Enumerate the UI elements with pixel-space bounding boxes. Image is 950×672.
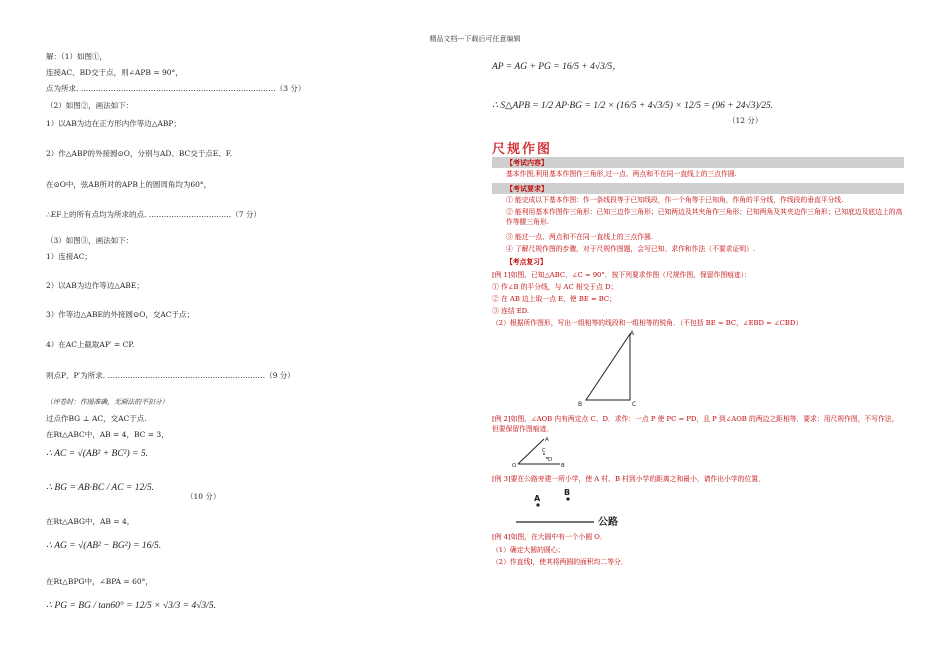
left-line-22: 在Rt△BPG中，∠BPA = 60°，: [46, 577, 153, 586]
left-line-1: 解：（1）如图①，: [46, 52, 108, 61]
review-label: 【考点复习】: [506, 258, 547, 266]
exam-content-bar: [492, 157, 904, 168]
left-eq-ag: ∴ AG = √(AB² − BG²) = 16/5.: [46, 541, 162, 551]
page-header: 精品文档---下载后可任意编辑: [429, 35, 521, 43]
left-line-6: 2）作△ABP的外接圆⊙O，分别与AD、BC交于点E、F.: [46, 149, 233, 158]
left-line-12: 3）作等边△ABE的外接圆⊙O，交AC于点；: [46, 310, 195, 319]
left-line-10: 1）连接AC；: [46, 252, 92, 261]
road-label: 公路: [598, 517, 618, 528]
example-4: [例 4]如图，在大圆中有一个小圆 O．: [492, 533, 607, 541]
example-4-part-1: （1）确定大圆的圆心；: [492, 546, 565, 554]
exam-content-text: 基本作图,利用基本作图作三角形,过一点、两点和不在同一直线上的三点作圆.: [506, 170, 737, 178]
exam-requirement-label: 【考试要求】: [506, 184, 548, 193]
left-eq-ac: ∴ AC = √(AB² + BC²) = 5.: [46, 449, 148, 459]
right-eq-ap: AP = AG + PG = 16/5 + 4√3/5，: [492, 62, 622, 72]
fig1-label-b: B: [578, 401, 583, 408]
left-score-10: （10 分）: [186, 492, 221, 501]
fig2-label-c: C: [542, 448, 546, 454]
fig2-label-d: D: [548, 457, 553, 463]
left-eq-pg: ∴ PG = BG / tan60° = 12/5 × √3/3 = 4√3/5.: [46, 601, 216, 611]
left-line-3: 点为所求. ……………………………………………………………………（3 分）: [46, 84, 306, 93]
left-line-11: 2）以AB为边作等边△ABE；: [46, 281, 144, 290]
left-line-16: 过点作BG ⊥ AC，交AC于点.: [46, 414, 147, 423]
section-title: 尺规作图: [492, 142, 553, 157]
requirement-3: ③ 能过一点、两点和不在同一直线上的三点作圆.: [506, 233, 654, 241]
left-line-4: （2）如图②，画法如下：: [46, 101, 134, 110]
left-eq-bg: ∴ BG = AB·BC / AC = 12/5.: [46, 483, 154, 493]
example-4-part-2: （2）作直线l，使其将两圆的面积均二等分．: [492, 558, 628, 566]
village-b-label: B: [564, 488, 571, 497]
example-1-step-1: ① 作∠B 的平分线，与 AC 相交于点 D；: [492, 283, 618, 291]
left-line-7: 在⊙O中，弦AB所对的APB上的圆周角均为60°，: [46, 180, 212, 189]
angle-aob-figure: [510, 434, 572, 470]
fig2-label-b: B: [561, 463, 565, 469]
triangle-abc-figure: [572, 328, 642, 408]
exam-content-label: 【考试内容】: [506, 158, 548, 167]
village-a-label: A: [534, 494, 541, 503]
example-1-step-3: ③ 连结 ED.: [492, 307, 530, 315]
exam-requirement-bar: [492, 183, 904, 194]
right-score-12: （12 分）: [728, 116, 763, 125]
requirement-1: ① 能完成以下基本作图：作一条线段等于已知线段，作一个角等于已知角，作角的平分线，作线段的垂直平分线.: [506, 196, 844, 204]
left-line-9: （3）如图③，画法如下：: [46, 236, 134, 245]
example-3: [例 3]要在公路旁建一所小学，使 A 村、B 村到小学的距离之和最小，请作出小学的位置．: [492, 475, 765, 483]
left-line-17: 在Rt△ABC中，AB = 4，BC = 3，: [46, 430, 169, 439]
left-line-8: ∴EF上的所有点均为所求的点. ……………………………（7 分）: [46, 210, 261, 219]
left-line-13: 4）在AC上截取AP′ = CP.: [46, 340, 135, 349]
road-villages-figure: [512, 484, 632, 528]
example-2: [例 2]如图，∠AOB 内有两定点 C、D．求作：一点 P 使 PC = PD，且 P 到∠AOB 的两边之距相等．要求：用尺规作图，不写作法，但要保留作图痕迹．: [492, 415, 899, 433]
fig1-label-c: C: [632, 401, 637, 408]
left-line-5: 1）以AB为边在正方形内作等边△ABP；: [46, 119, 181, 128]
example-1: [例 1]如图，已知△ABC，∠C = 90°．按下列要求作图（尺规作图，保留作图痕迹）：: [492, 271, 751, 279]
right-eq-area: ∴ S△APB = 1/2 AP·BG = 1/2 × (16/5 + 4√3/5) × 12/5 = (96 + 24√3)/25.: [492, 101, 774, 111]
example-1-step-2: ② 在 AB 边上取一点 E，使 BE = BC；: [492, 295, 616, 303]
left-line-20: 在Rt△ABG中，AB = 4，: [46, 517, 135, 526]
fig1-label-a: A: [630, 330, 635, 337]
requirement-2: ② 能利用基本作图作三角形：已知三边作三角形；已知两边及其夹角作三角形；已知两角及其夹边作三角形；已知底边及底边上的高作等腰三角形.: [506, 208, 903, 226]
left-line-15: （评卷时：作图准确，无画法的不扣分）: [46, 398, 169, 406]
fig2-label-o: O: [512, 463, 517, 469]
left-line-14: 则点P、P′为所求. ………………………………………………………（9 分）: [46, 371, 295, 380]
fig2-label-a: A: [545, 437, 549, 443]
example-1-part-2: （2）根据所作图形，写出一组相等的线段和一组相等的锐角．（不包括 BE = BC，∠EBD = ∠CBD）: [492, 319, 803, 327]
requirement-4: ④ 了解尺规作图的步骤，对于尺规作图题，会写已知、求作和作法（不要求证明）.: [506, 245, 756, 253]
left-line-2: 连接AC、BD交于点，则∠APB = 90°，: [46, 68, 183, 77]
